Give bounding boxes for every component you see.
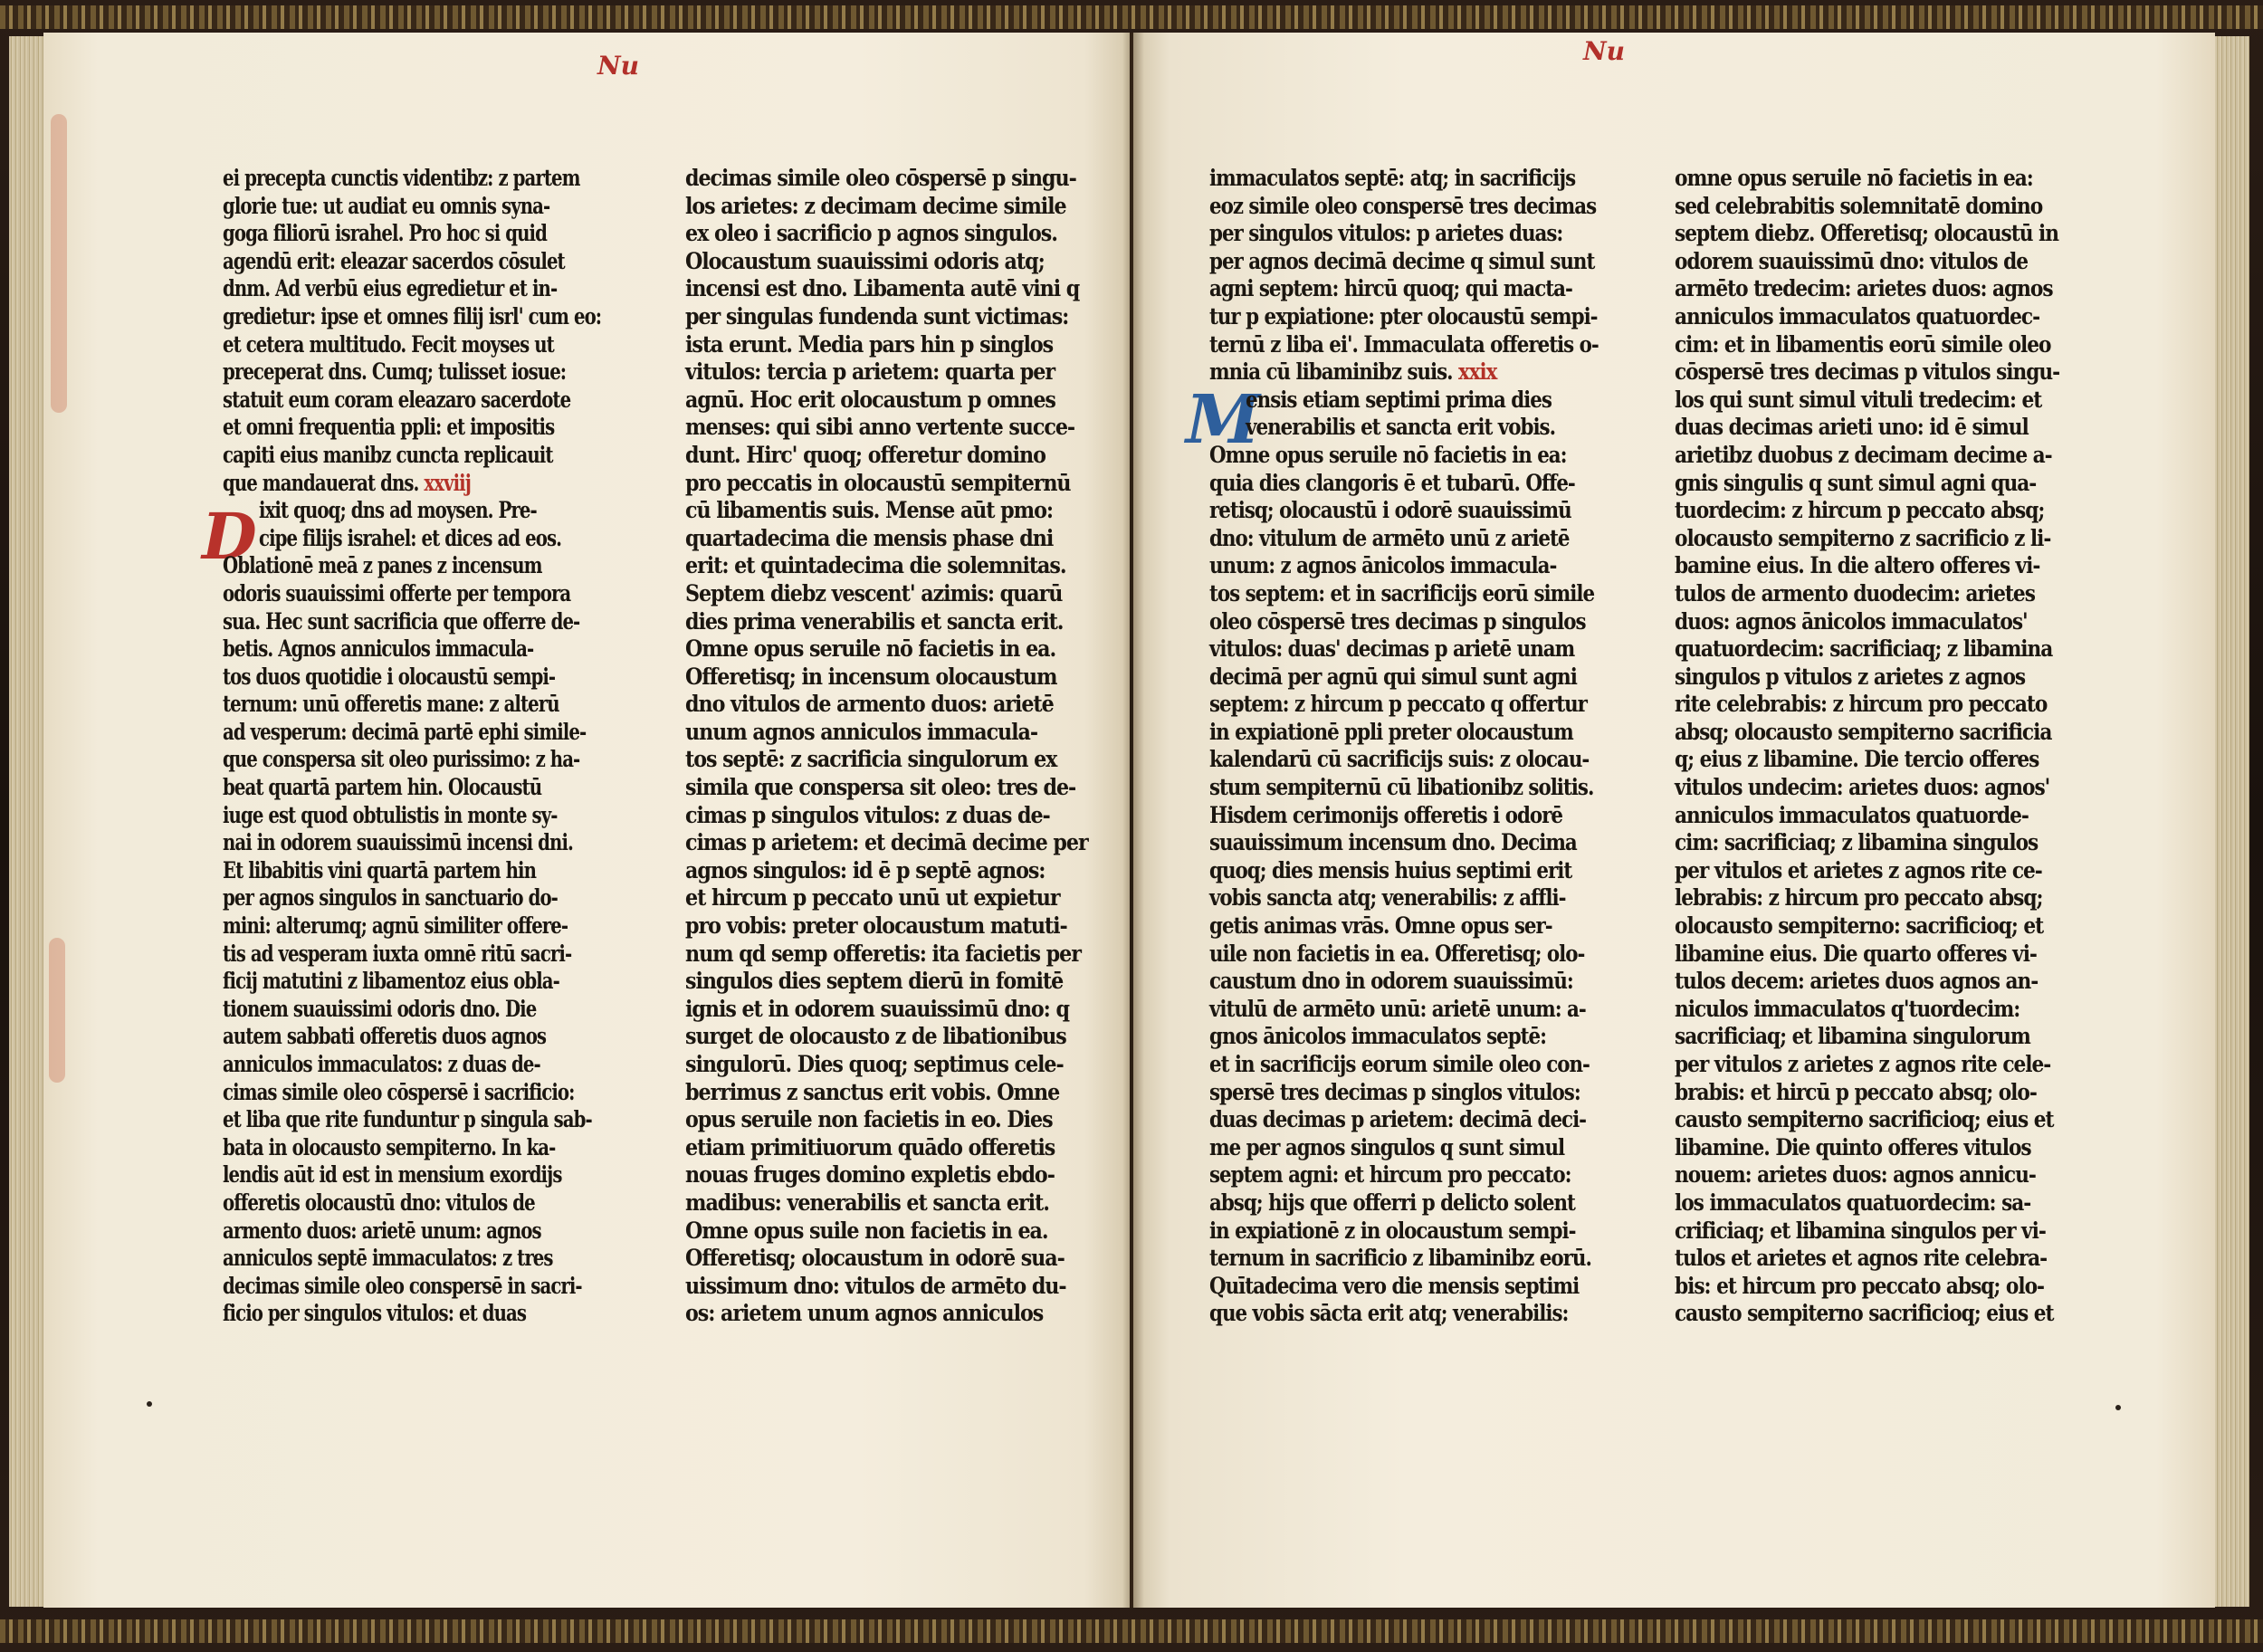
text-line: tos septē: z sacrificia singulorum ex: [685, 746, 1057, 774]
text-line: vitulos: duas' decimas p arietē unam: [1209, 635, 1575, 664]
text-line: cim: sacrificiaq; z libamina singulos: [1675, 829, 2039, 857]
text-line: Omne opus suile non facietis in ea.: [685, 1217, 1048, 1245]
text-line: retisq; olocaustū i odorē suauissimū: [1209, 497, 1571, 525]
text-line: agnos singulos: id ē p septē agnos:: [685, 856, 1046, 884]
text-line: mini: alterumq; agnū similiter offere-: [223, 912, 568, 941]
running-headline: Nu: [597, 51, 639, 81]
text-line: tur p expiatione: pter olocaustū sempi-: [1209, 302, 1598, 330]
text-line: que vobis sācta erit atq; venerabilis:: [1209, 1300, 1569, 1328]
text-line: spersē tres decimas p singlos vitulos:: [1209, 1078, 1580, 1106]
text-line: decimas simile oleo cōspersē p singu-: [685, 165, 1076, 192]
text-line: getis animas vrās. Omne opus ser-: [1209, 912, 1552, 941]
text-line: olocausto sempiterno: sacrificioq; et: [1675, 912, 2044, 941]
text-line: Oblationē meā z panes z incensum: [223, 552, 542, 580]
text-line: Offeretisq; olocaustum in odorē sua-: [685, 1245, 1065, 1273]
text-line: in expiationē z in olocaustum sempi-: [1209, 1217, 1576, 1245]
text-line: arietibz duobus z decimam decime a-: [1675, 441, 2052, 469]
text-line: quartadecima die mensis phase dni: [685, 524, 1054, 552]
text-line: rite celebrabis: z hircum pro peccato: [1675, 691, 2048, 719]
text-line: berrimus z sanctus erit vobis. Omne: [685, 1078, 1060, 1106]
text-line: ensis etiam septimi prima dies: [1246, 386, 1552, 414]
text-line: cōspersē tres decimas p vitulos singu-: [1675, 358, 2060, 387]
text-line: odorem suauissimū dno: vitulos de: [1675, 247, 2029, 275]
text-line: per singulos vitulos: p arietes duas:: [1209, 220, 1563, 248]
text-column-left-2: [685, 165, 1088, 1328]
text-line: duos: agnos ānicolos immaculatos': [1675, 607, 2028, 635]
text-line: libamine eius. Die quarto offeres vi-: [1675, 940, 2037, 968]
text-line: singulos dies septem dierū in fomitē: [685, 968, 1064, 996]
book-gutter: [1122, 33, 1144, 1608]
text-line: anniculos immaculatos: z duas de-: [223, 1051, 540, 1078]
text-line: per singulas fundenda sunt victimas:: [685, 302, 1069, 330]
text-line: Septem diebz vescent' azimis: quarū: [685, 579, 1063, 607]
text-line: sacrificiaq; et libamina singulorum: [1675, 1023, 2030, 1051]
text-line: erit: et quintadecima die solemnitas.: [685, 552, 1066, 580]
text-line: tis ad vesperam iuxta omnē ritū sacri-: [223, 940, 572, 968]
text-line: per agnos singulos in sanctuario do-: [223, 884, 558, 912]
text-line: bata in olocausto sempiterno. In ka-: [223, 1133, 556, 1161]
text-line: ternum: unū offeretis mane: z alterū: [223, 691, 559, 719]
text-line: que mandauerat dns. xxviij: [223, 469, 471, 497]
text-line: septem agni: et hircum pro peccato:: [1209, 1161, 1571, 1189]
text-line: ternū z liba ei'. Immaculata offeretis o-: [1209, 330, 1599, 358]
text-line: ixit quoq; dns ad moysen. Pre-: [259, 497, 537, 525]
text-line: los arietes: z decimam decime simile: [685, 192, 1066, 220]
text-line: kalendarū cū sacrificijs suis: z olocau-: [1209, 746, 1590, 774]
text-line: dies prima venerabilis et sancta erit.: [685, 607, 1064, 635]
text-line: madibus: venerabilis et sancta erit.: [685, 1189, 1049, 1217]
text-line: sed celebrabitis solemnitatē domino: [1675, 192, 2043, 220]
text-line: glorie tue: ut audiat eu omnis syna-: [223, 192, 550, 220]
text-line: septem: z hircum p peccato q offertur: [1209, 691, 1587, 719]
text-line: crificiaq; et libamina singulos per vi-: [1675, 1217, 2046, 1245]
text-line: brabis: et hircū p peccato absq; olo-: [1675, 1078, 2037, 1106]
text-line: agendū erit: eleazar sacerdos cōsulet: [223, 247, 565, 275]
text-line: duas decimas arieti uno: id ē simul: [1675, 414, 2029, 442]
text-line: Olocaustum suauissimi odoris atq;: [685, 247, 1045, 275]
text-line: goga filiorū israhel. Pro hoc si quid: [223, 220, 547, 248]
text-line: olocausto sempiterno z sacrificio z li-: [1675, 524, 2051, 552]
text-line: causto sempiterno sacrificioq; eius et: [1675, 1300, 2054, 1328]
text-column-right-1: [1209, 165, 1599, 1328]
text-line: ista erunt. Media pars hin p singlos: [685, 330, 1054, 358]
text-line: gredietur: ipse et omnes filij isrl' cum eo:: [223, 302, 602, 330]
text-line: absq; olocausto sempiterno sacrificia: [1675, 718, 2052, 746]
text-line: ficio per singulos vitulos: et duas: [223, 1300, 526, 1328]
pin-hole: [147, 1401, 152, 1407]
text-line: iuge est quod obtulistis in monte sy-: [223, 801, 558, 829]
text-line: ei precepta cunctis videntibz: z partem: [223, 165, 580, 192]
text-line: quoq; dies mensis huius septimi erit: [1209, 856, 1572, 884]
text-line: q; eius z libamine. Die tercio offeres: [1675, 746, 2039, 774]
text-column-right-2: [1675, 165, 2060, 1328]
text-line: lebrabis: z hircum pro peccato absq;: [1675, 884, 2043, 912]
text-line: absq; hijs que offerri p delicto solent: [1209, 1189, 1575, 1217]
text-line: surget de olocausto z de libationibus: [685, 1023, 1066, 1051]
text-line: sua. Hec sunt sacrificia que offerre de-: [223, 607, 580, 635]
text-line: ignis et in odorem suauissimū dno: q: [685, 995, 1069, 1023]
rubric-offset-mark: [49, 938, 65, 1083]
text-line: et cetera multitudo. Fecit moyses ut: [223, 330, 554, 358]
text-line: nouas fruges domino expletis ebdo-: [685, 1161, 1055, 1189]
text-line: suauissimum incensum dno. Decima: [1209, 829, 1577, 857]
text-line: uissimum dno: vitulos de armēto du-: [685, 1272, 1066, 1300]
text-line: incensi est dno. Libamenta autē vini q: [685, 275, 1080, 303]
text-line: unum agnos anniculos immacula-: [685, 718, 1038, 746]
text-line: agni septem: hircū quoq; qui macta-: [1209, 275, 1572, 303]
text-line: los immaculatos quatuordecim: sa-: [1675, 1189, 2031, 1217]
text-line: singulorū. Dies quoq; septimus cele-: [685, 1051, 1064, 1078]
text-line: tionem suauissimi odoris dno. Die: [223, 995, 537, 1023]
text-line: ficij matutini z libamentoz eius obla-: [223, 968, 559, 996]
text-line: anniculos immaculatos quatuorde-: [1675, 801, 2029, 829]
text-line: bamine eius. In die altero offeres vi-: [1675, 552, 2040, 580]
text-line: preceperat dns. Cumq; tulisset iosue:: [223, 358, 567, 387]
text-line: unum: z agnos ānicolos immacula-: [1209, 552, 1557, 580]
text-line: bis: et hircum pro peccato absq; olo-: [1675, 1272, 2045, 1300]
text-line: dnm. Ad verbū eius egredietur et in-: [223, 275, 558, 303]
text-line: Offeretisq; in incensum olocaustum: [685, 663, 1057, 691]
text-line: septem diebz. Offeretisq; olocaustū in: [1675, 220, 2058, 248]
text-line: cū libamentis suis. Mense aūt pmo:: [685, 497, 1053, 525]
fore-edge-left: [9, 36, 43, 1607]
text-line: num qd semp offeretis: ita facietis per: [685, 940, 1081, 968]
text-line: ad vesperum: decimā partē ephi simile-: [223, 718, 587, 746]
text-column-left-1: [223, 165, 602, 1328]
text-line: cipe filijs israhel: et dices ad eos.: [259, 524, 562, 552]
text-line: mnia cū libaminibz suis. xxix: [1209, 358, 1497, 387]
initial-d-red: D: [202, 499, 257, 574]
text-line: tulos de armento duodecim: arietes: [1675, 579, 2035, 607]
pin-hole: [2115, 1405, 2121, 1410]
text-line: Hisdem cerimonijs offeretis i odorē: [1209, 801, 1563, 829]
text-line: et liba que rite funduntur p singula sab-: [223, 1106, 592, 1134]
text-line: vobis sancta atq; venerabilis: z affli-: [1209, 884, 1566, 912]
text-line: nai in odorem suauissimū incensi dni.: [223, 829, 573, 857]
text-line: menses: qui sibi anno vertente succe-: [685, 414, 1075, 442]
text-line: dunt. Hirc' quoq; offeretur domino: [685, 441, 1046, 469]
text-line: causto sempiterno sacrificioq; eius et: [1675, 1106, 2054, 1134]
text-line: singulos p vitulos z arietes z agnos: [1675, 663, 2026, 691]
text-line: in expiationē ppli preter olocaustum: [1209, 718, 1573, 746]
text-line: per agnos decimā decime q simul sunt: [1209, 247, 1595, 275]
text-line: per vitulos z arietes z agnos rite cele-: [1675, 1051, 2051, 1078]
text-line: omne opus seruile nō facietis in ea:: [1675, 165, 2033, 192]
text-line: tos duos quotidie i olocaustū sempi-: [223, 663, 556, 691]
text-line: dno vitulos de armento duos: arietē: [685, 691, 1054, 719]
text-line: quatuordecim: sacrificiaq; z libamina: [1675, 635, 2053, 664]
text-line: quia dies clangoris ē et tubarū. Offe-: [1209, 469, 1575, 497]
text-line: opus seruile non facietis in eo. Dies: [685, 1106, 1053, 1134]
text-line: simila que conspersa sit oleo: tres de-: [685, 774, 1076, 802]
text-line: pro vobis: preter olocaustum matuti-: [685, 912, 1067, 941]
rubric-offset-mark: [51, 114, 67, 413]
text-line: me per agnos singulos q sunt simul: [1209, 1133, 1565, 1161]
text-line: que conspersa sit oleo purissimo: z ha-: [223, 746, 580, 774]
text-line: os: arietem unum agnos anniculos: [685, 1300, 1044, 1328]
text-line: pro peccatis in olocaustū sempiternū: [685, 469, 1071, 497]
text-line: offeretis olocaustū dno: vitulos de: [223, 1189, 535, 1217]
text-line: decimas simile oleo conspersē in sacri-: [223, 1272, 582, 1300]
text-line: caustum dno in odorem suauissimū:: [1209, 968, 1573, 996]
text-line: Omne opus seruile nō facietis in ea.: [685, 635, 1056, 664]
text-line: capiti eius manibz cuncta replicauit: [223, 441, 553, 469]
text-line: ternum in sacrificio z libaminibz eorū.: [1209, 1245, 1591, 1273]
running-headline: Nu: [1583, 36, 1625, 66]
text-line: armēto tredecim: arietes duos: agnos: [1675, 275, 2053, 303]
text-line: Omne opus seruile nō facietis in ea:: [1209, 441, 1567, 469]
chapter-number: xxix: [1458, 358, 1497, 387]
text-line: duas decimas p arietem: decimā deci-: [1209, 1106, 1587, 1134]
text-line: nouem: arietes duos: agnos annicu-: [1675, 1161, 2036, 1189]
text-line: tulos et arietes et agnos rite celebra-: [1675, 1245, 2048, 1273]
text-line: cimas p singulos vitulos: z duas de-: [685, 801, 1050, 829]
text-line: vitulos: tercia p arietem: quarta per: [685, 358, 1055, 387]
text-line: et in sacrificijs eorum simile oleo con-: [1209, 1051, 1590, 1078]
text-line: cimas simile oleo cōspersē i sacrificio:: [223, 1078, 575, 1106]
text-line: betis. Agnos anniculos immacula-: [223, 635, 534, 664]
text-line: immaculatos septē: atq; in sacrificijs: [1209, 165, 1576, 192]
text-line: per vitulos et arietes z agnos rite ce-: [1675, 856, 2042, 884]
text-line: ex oleo i sacrificio p agnos singulos.: [685, 220, 1057, 248]
text-line: et hircum p peccato unū ut expietur: [685, 884, 1060, 912]
text-line: tuordecim: z hircum p peccato absq;: [1675, 497, 2045, 525]
text-line: armento duos: arietē unum: agnos: [223, 1217, 541, 1245]
text-line: oleo cōspersē tres decimas p singulos: [1209, 607, 1586, 635]
text-line: dno: vitulum de armēto unū z arietē: [1209, 524, 1570, 552]
text-line: libamine. Die quinto offeres vitulos: [1675, 1133, 2031, 1161]
text-line: tulos decem: arietes duos agnos an-: [1675, 968, 2039, 996]
text-line: vitulū de armēto unū: arietē unum: a-: [1209, 995, 1586, 1023]
text-line: etiam primitiuorum quādo offeretis: [685, 1133, 1055, 1161]
text-line: cim: et in libamentis eorū simile oleo: [1675, 330, 2051, 358]
text-line: lendis aūt id est in mensium exordijs: [223, 1161, 562, 1189]
text-line: gnis singulis q sunt simul agni qua-: [1675, 469, 2037, 497]
text-line: decimā per agnū qui simul sunt agni: [1209, 663, 1577, 691]
chapter-number: xxviij: [424, 469, 471, 497]
text-line: Quītadecima vero die mensis septimi: [1209, 1272, 1580, 1300]
gilt-border-top: [0, 5, 2263, 29]
gilt-border-bottom: [0, 1619, 2263, 1643]
text-line: statuit eum coram eleazaro sacerdote: [223, 386, 571, 414]
text-line: anniculos immaculatos quatuordec-: [1675, 302, 2040, 330]
text-line: venerabilis et sancta erit vobis.: [1246, 414, 1556, 442]
text-line: odoris suauissimi offerte per tempora: [223, 579, 571, 607]
text-line: gnos ānicolos immaculatos septē:: [1209, 1023, 1546, 1051]
text-line: agnū. Hoc erit olocaustum p omnes: [685, 386, 1055, 414]
text-line: cimas p arietem: et decimā decime per: [685, 829, 1088, 857]
initial-m-blue: M: [1186, 381, 1260, 459]
text-line: et omni frequentia ppli: et impositis: [223, 414, 555, 442]
text-line: stum sempiternū cū libationibz solitis.: [1209, 774, 1594, 802]
text-line: eoz simile oleo conspersē tres decimas: [1209, 192, 1597, 220]
text-line: uile non facietis in ea. Offeretisq; olo-: [1209, 940, 1585, 968]
text-line: beat quartā partem hin. Olocaustū: [223, 774, 542, 802]
text-line: anniculos septē immaculatos: z tres: [223, 1245, 553, 1273]
text-line: Et libabitis vini quartā partem hin: [223, 856, 537, 884]
text-line: vitulos undecim: arietes duos: agnos': [1675, 774, 2050, 802]
text-line: autem sabbati offeretis duos agnos: [223, 1023, 547, 1051]
fore-edge-right: [2215, 36, 2249, 1607]
text-line: los qui sunt simul vituli tredecim: et: [1675, 386, 2042, 414]
text-line: niculos immaculatos q'tuordecim:: [1675, 995, 2020, 1023]
text-line: tos septem: et in sacrificijs eorū simile: [1209, 579, 1595, 607]
